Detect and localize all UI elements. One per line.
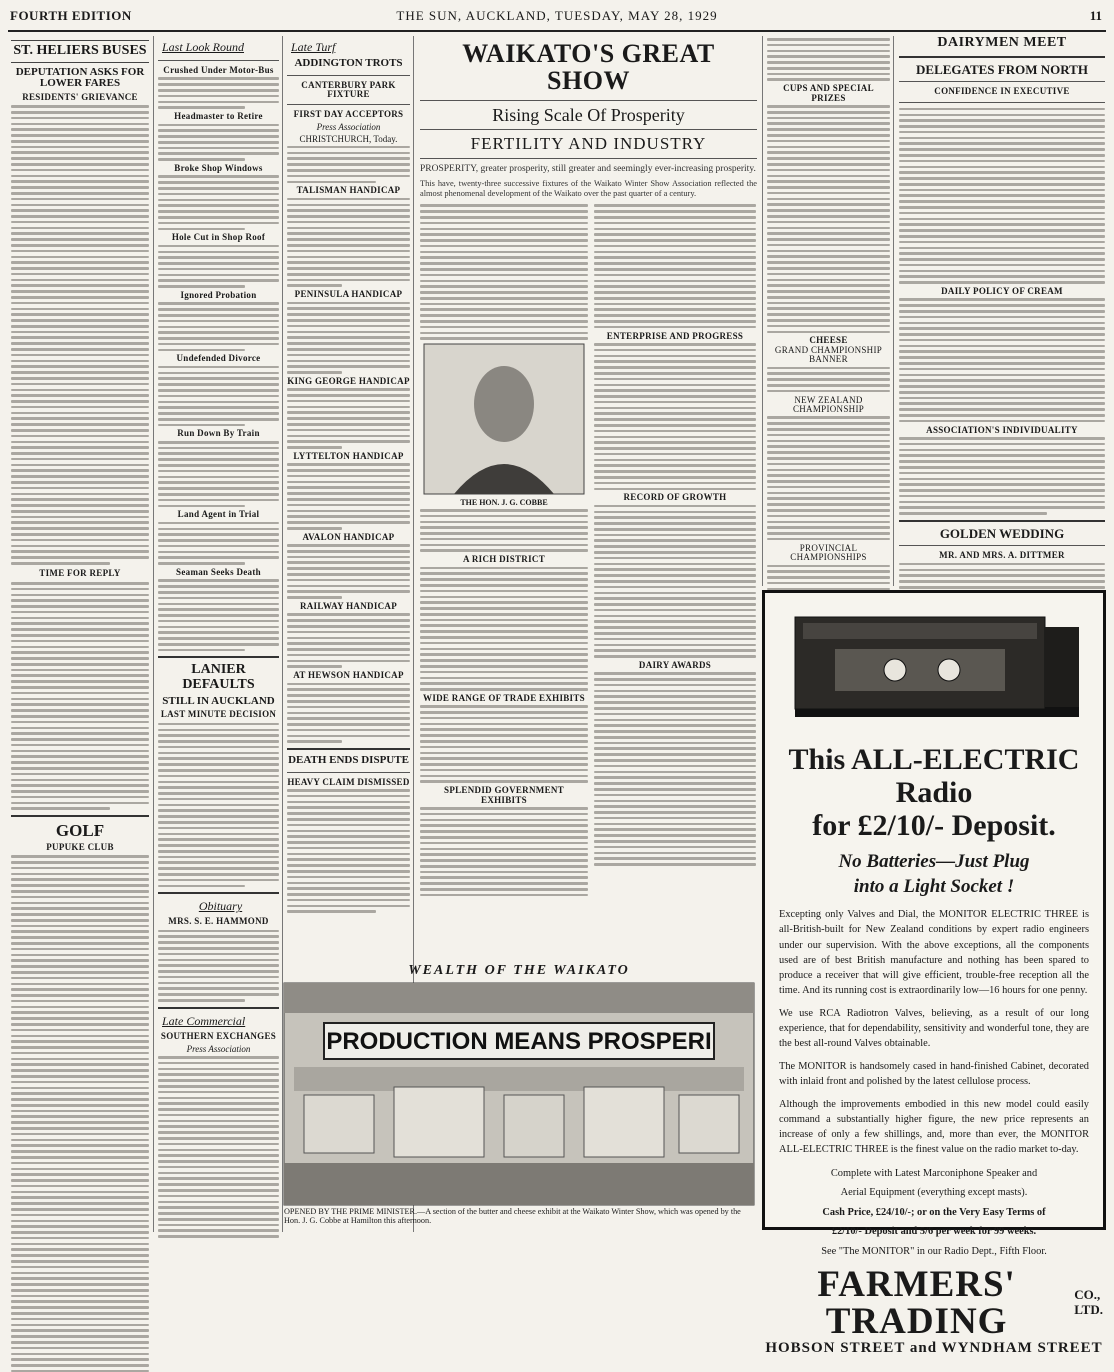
item-ignored-probation: Ignored Probation (180, 289, 257, 300)
subhead-cups-and-special-prizes: CUPS AND SPECIAL PRIZES (783, 83, 874, 103)
item-headmaster-to-retire: Headmaster to Retire (174, 111, 263, 122)
column-2 (155, 36, 282, 1232)
article-text (11, 582, 149, 810)
deck-fertility-and-industry: FERTILITY AND INDUSTRY (470, 134, 707, 154)
subhead-a-rich-district: A RICH DISTRICT (462, 554, 546, 565)
subhead-time-for-reply: TIME FOR REPLY (39, 567, 121, 578)
headline-waikatos-great-show: WAIKATO'S GREAT SHOW (462, 39, 715, 96)
subhead-associations-individuality: ASSOCIATION'S INDIVIDUALITY (926, 424, 1078, 435)
dateline-christchurch: CHRISTCHURCH, Today. (299, 133, 398, 144)
headline-golf: GOLF (55, 821, 105, 841)
press-association-credit: Press Association (186, 1044, 251, 1055)
ad-tagline-line-2: into a Light Socket ! (853, 875, 1015, 897)
portrait-caption: THE HON. J. G. COBBE (460, 497, 548, 507)
headline-wealth-of-the-waikato: WEALTH OF THE WAIKATO (408, 963, 630, 978)
subhead-last-minute-decision: LAST MINUTE DECISION (160, 709, 277, 720)
photo-caption: OPENED BY THE PRIME MINISTER.—A section of the butter and cheese exhibit at the Waikato Winter Show, which was opened by the Hon. J. G. Cobbe at Hamilton this afternoon. (284, 1206, 741, 1225)
wealth-photo-block (284, 964, 754, 1234)
lead-paragraph: This have, twenty-three successive fixtures of the Waikato Winter Show Association reflected the almost phenomenal development of the Waikato over the past quarter of a century. (420, 178, 757, 199)
subhead-cheese: CHEESE (809, 335, 848, 346)
column-7 (896, 36, 1108, 586)
item-crushed-under-motor-bus: Crushed Under Motor-Bus (163, 65, 274, 75)
subhead-first-day-acceptors: FIRST DAY ACCEPTORS (293, 109, 404, 120)
race-at-hewson-handicap: AT HEWSON HANDICAP (293, 670, 404, 681)
ad-see-monitor: See "The MONITOR" in our Radio Dept., Fifth Floor. (821, 1245, 1047, 1257)
headline-late-commercial: Late Commercial (162, 1013, 246, 1028)
portrait-cobbe (424, 344, 584, 494)
subhead-record-of-growth: RECORD OF GROWTH (623, 492, 727, 503)
race-avalon-handicap: AVALON HANDICAP (302, 531, 395, 542)
subhead-daily-policy-of-cream: DAILY POLICY OF CREAM (941, 285, 1063, 296)
column-1 (8, 36, 152, 1232)
exhibit-photo (284, 983, 754, 1205)
subhead-canterbury-park: CANTERBURY PARK FIXTURE (301, 79, 396, 99)
headline-death-ends-dispute: DEATH ENDS DISPUTE (288, 754, 409, 767)
subhead-residents-grievance: RESIDENTS' GRIEVANCE (22, 91, 138, 102)
ad-brand-suffix (1074, 1288, 1103, 1317)
subhead-southern-exchanges: SOUTHERN EXCHANGES (160, 1030, 277, 1041)
ad-address: HOBSON STREET and WYNDHAM STREET (765, 1339, 1103, 1356)
ad-paragraph-4: Although the improvements embodied in this new model could easily command a substantially higher figure, the new price represents an increase of only a few shillings, and, more than ever, the MONITOR ALL-ELECTRIC THREE is the finest value on the radio market to-day. (779, 1099, 1089, 1156)
subhead-splendid-government-exhibits: SPLENDID GOVERNMENT EXHIBITS (444, 785, 564, 805)
subhead-enterprise-and-progress: ENTERPRISE AND PROGRESS (606, 330, 744, 341)
farmers-trading-radio-ad (762, 590, 1106, 1356)
headline-lanier-defaults: LANIER DEFAULTS (182, 662, 255, 693)
ad-paragraph-3: The MONITOR is handsomely cased in hand-finished Cabinet, decorated with inlaid front and polished by the latest cellulose process. (779, 1061, 1089, 1088)
subhead-pupuke-club: PUPUKE CLUB (46, 841, 114, 852)
subhead-provincial-championships: PROVINCIAL CHAMPIONSHIPS (790, 542, 867, 563)
subhead-nz-championship: NEW ZEALAND CHAMPIONSHIP (792, 394, 865, 415)
item-undefended-divorce: Undefended Divorce (176, 353, 261, 364)
headline-golden-wedding: GOLDEN WEDDING (939, 525, 1065, 541)
subhead-dairy-awards: DAIRY AWARDS (638, 659, 712, 670)
deck-rising-scale-of-prosperity: Rising Scale Of Prosperity (492, 104, 685, 125)
headline-last-look-round: Last Look Round (162, 40, 245, 54)
paper-title-date: THE SUN, AUCKLAND, TUESDAY, MAY 28, 1929 (396, 8, 718, 23)
page-number: 11 (1089, 8, 1102, 23)
ad-complete-line-2: Aerial Equipment (everything except masts). (840, 1187, 1028, 1199)
ad-brand-co: CO., (1074, 1287, 1101, 1303)
press-association-credit: Press Association (316, 121, 381, 132)
column-6 (764, 36, 893, 586)
race-king-george-handicap: KING GEORGE HANDICAP (287, 375, 410, 386)
subhead-mr-and-mrs-dittmer: MR. AND MRS. A. DITTMER (939, 550, 1065, 561)
subhead-heavy-claim-dismissed: HEAVY CLAIM DISMISSED (287, 776, 410, 787)
race-railway-handicap: RAILWAY HANDICAP (299, 600, 398, 611)
column-rule (762, 36, 763, 586)
ad-brand-row (765, 1263, 1103, 1342)
ad-headline-line-2: for £2/10/- Deposit. (812, 809, 1056, 842)
ad-paragraph-2: We use RCA Radiotron Valves, believing, as a result of our long experience, that for dependability, sensitivity and wonderful tone, they are the best all-round Valves obtainable. (779, 1007, 1089, 1049)
edition-label: FOURTH EDITION (10, 8, 132, 23)
banner-production-means-prosperity: PRODUCTION MEANS PROSPERI (326, 1027, 712, 1055)
lead-intro: PROSPERITY, greater prosperity, still greater and seemingly ever-increasing prosperity. (420, 164, 756, 175)
headline-delegates-from-north: DELEGATES FROM NORTH (916, 61, 1088, 77)
subhead-still-in-auckland: STILL IN AUCKLAND (162, 694, 275, 707)
race-talisman-handicap: TALISMAN HANDICAP (296, 185, 401, 196)
headline-addington-trots: ADDINGTON TROTS (294, 57, 403, 69)
article-text (11, 105, 149, 564)
headline-deputation: DEPUTATION ASKS FOR LOWER FARES (15, 65, 145, 90)
item-seaman-seeks-death: Seaman Seeks Death (176, 566, 261, 577)
race-peninsula-handicap: PENINSULA HANDICAP (294, 289, 403, 300)
ad-terms: £2/10/- Deposit and 5/6 per week for 99 weeks. (831, 1226, 1037, 1238)
subhead-wide-range-trade-exhibits: WIDE RANGE OF TRADE EXHIBITS (423, 692, 585, 703)
ad-headline-line-1: This ALL-ELECTRIC Radio (788, 743, 1080, 809)
item-run-down-by-train: Run Down By Train (177, 428, 260, 439)
ad-complete-line-1: Complete with Latest Marconiphone Speaker and (830, 1167, 1038, 1179)
column-rule (282, 36, 283, 1232)
ad-cash-price: Cash Price, £24/10/-; or on the Very Easy Terms of (822, 1206, 1046, 1218)
item-land-agent-in-trial: Land Agent in Trial (177, 509, 260, 520)
ad-paragraph-1: Excepting only Valves and Dial, the MONITOR ELECTRIC THREE is all-British-built for New Zealand conditions by expert radio engineers under our supervision. With the above exceptions, all the components used are of best British manufacture and nothing has been spared to produce a receiver that will give efficient, trouble-free reception all the time. And its running cost is extraordinarily low—16 hours for one penny. (779, 909, 1089, 996)
masthead (8, 4, 1106, 32)
main-article (416, 36, 761, 966)
item-hole-cut-in-shop-roof: Hole Cut in Shop Roof (171, 232, 266, 243)
subhead-confidence-in-executive: CONFIDENCE IN EXECUTIVE (934, 86, 1070, 97)
headline-obituary: Obituary (198, 899, 243, 914)
column-rule (153, 36, 154, 1232)
headline-st-heliers-buses: ST. HELIERS BUSES (11, 40, 149, 63)
radio-illustration (765, 593, 1103, 743)
item-broke-shop-windows: Broke Shop Windows (174, 163, 263, 174)
ad-brand-ltd: LTD. (1074, 1301, 1103, 1317)
headline-late-turf: Late Turf (291, 40, 336, 54)
subhead-mrs-hammond: MRS. S. E. HAMMOND (168, 916, 269, 927)
ad-tagline-line-1: No Batteries—Just Plug (838, 851, 1030, 872)
ad-brand-name: FARMERS' TRADING (817, 1263, 1016, 1342)
headline-dairymen-meet: DAIRYMEN MEET (937, 35, 1067, 50)
subhead-grand-championship-banner: GRAND CHAMPIONSHIP BANNER (774, 344, 883, 365)
race-lyttelton-handicap: LYTTELTON HANDICAP (293, 450, 404, 461)
article-text (11, 855, 149, 1372)
column-rule (893, 36, 894, 586)
